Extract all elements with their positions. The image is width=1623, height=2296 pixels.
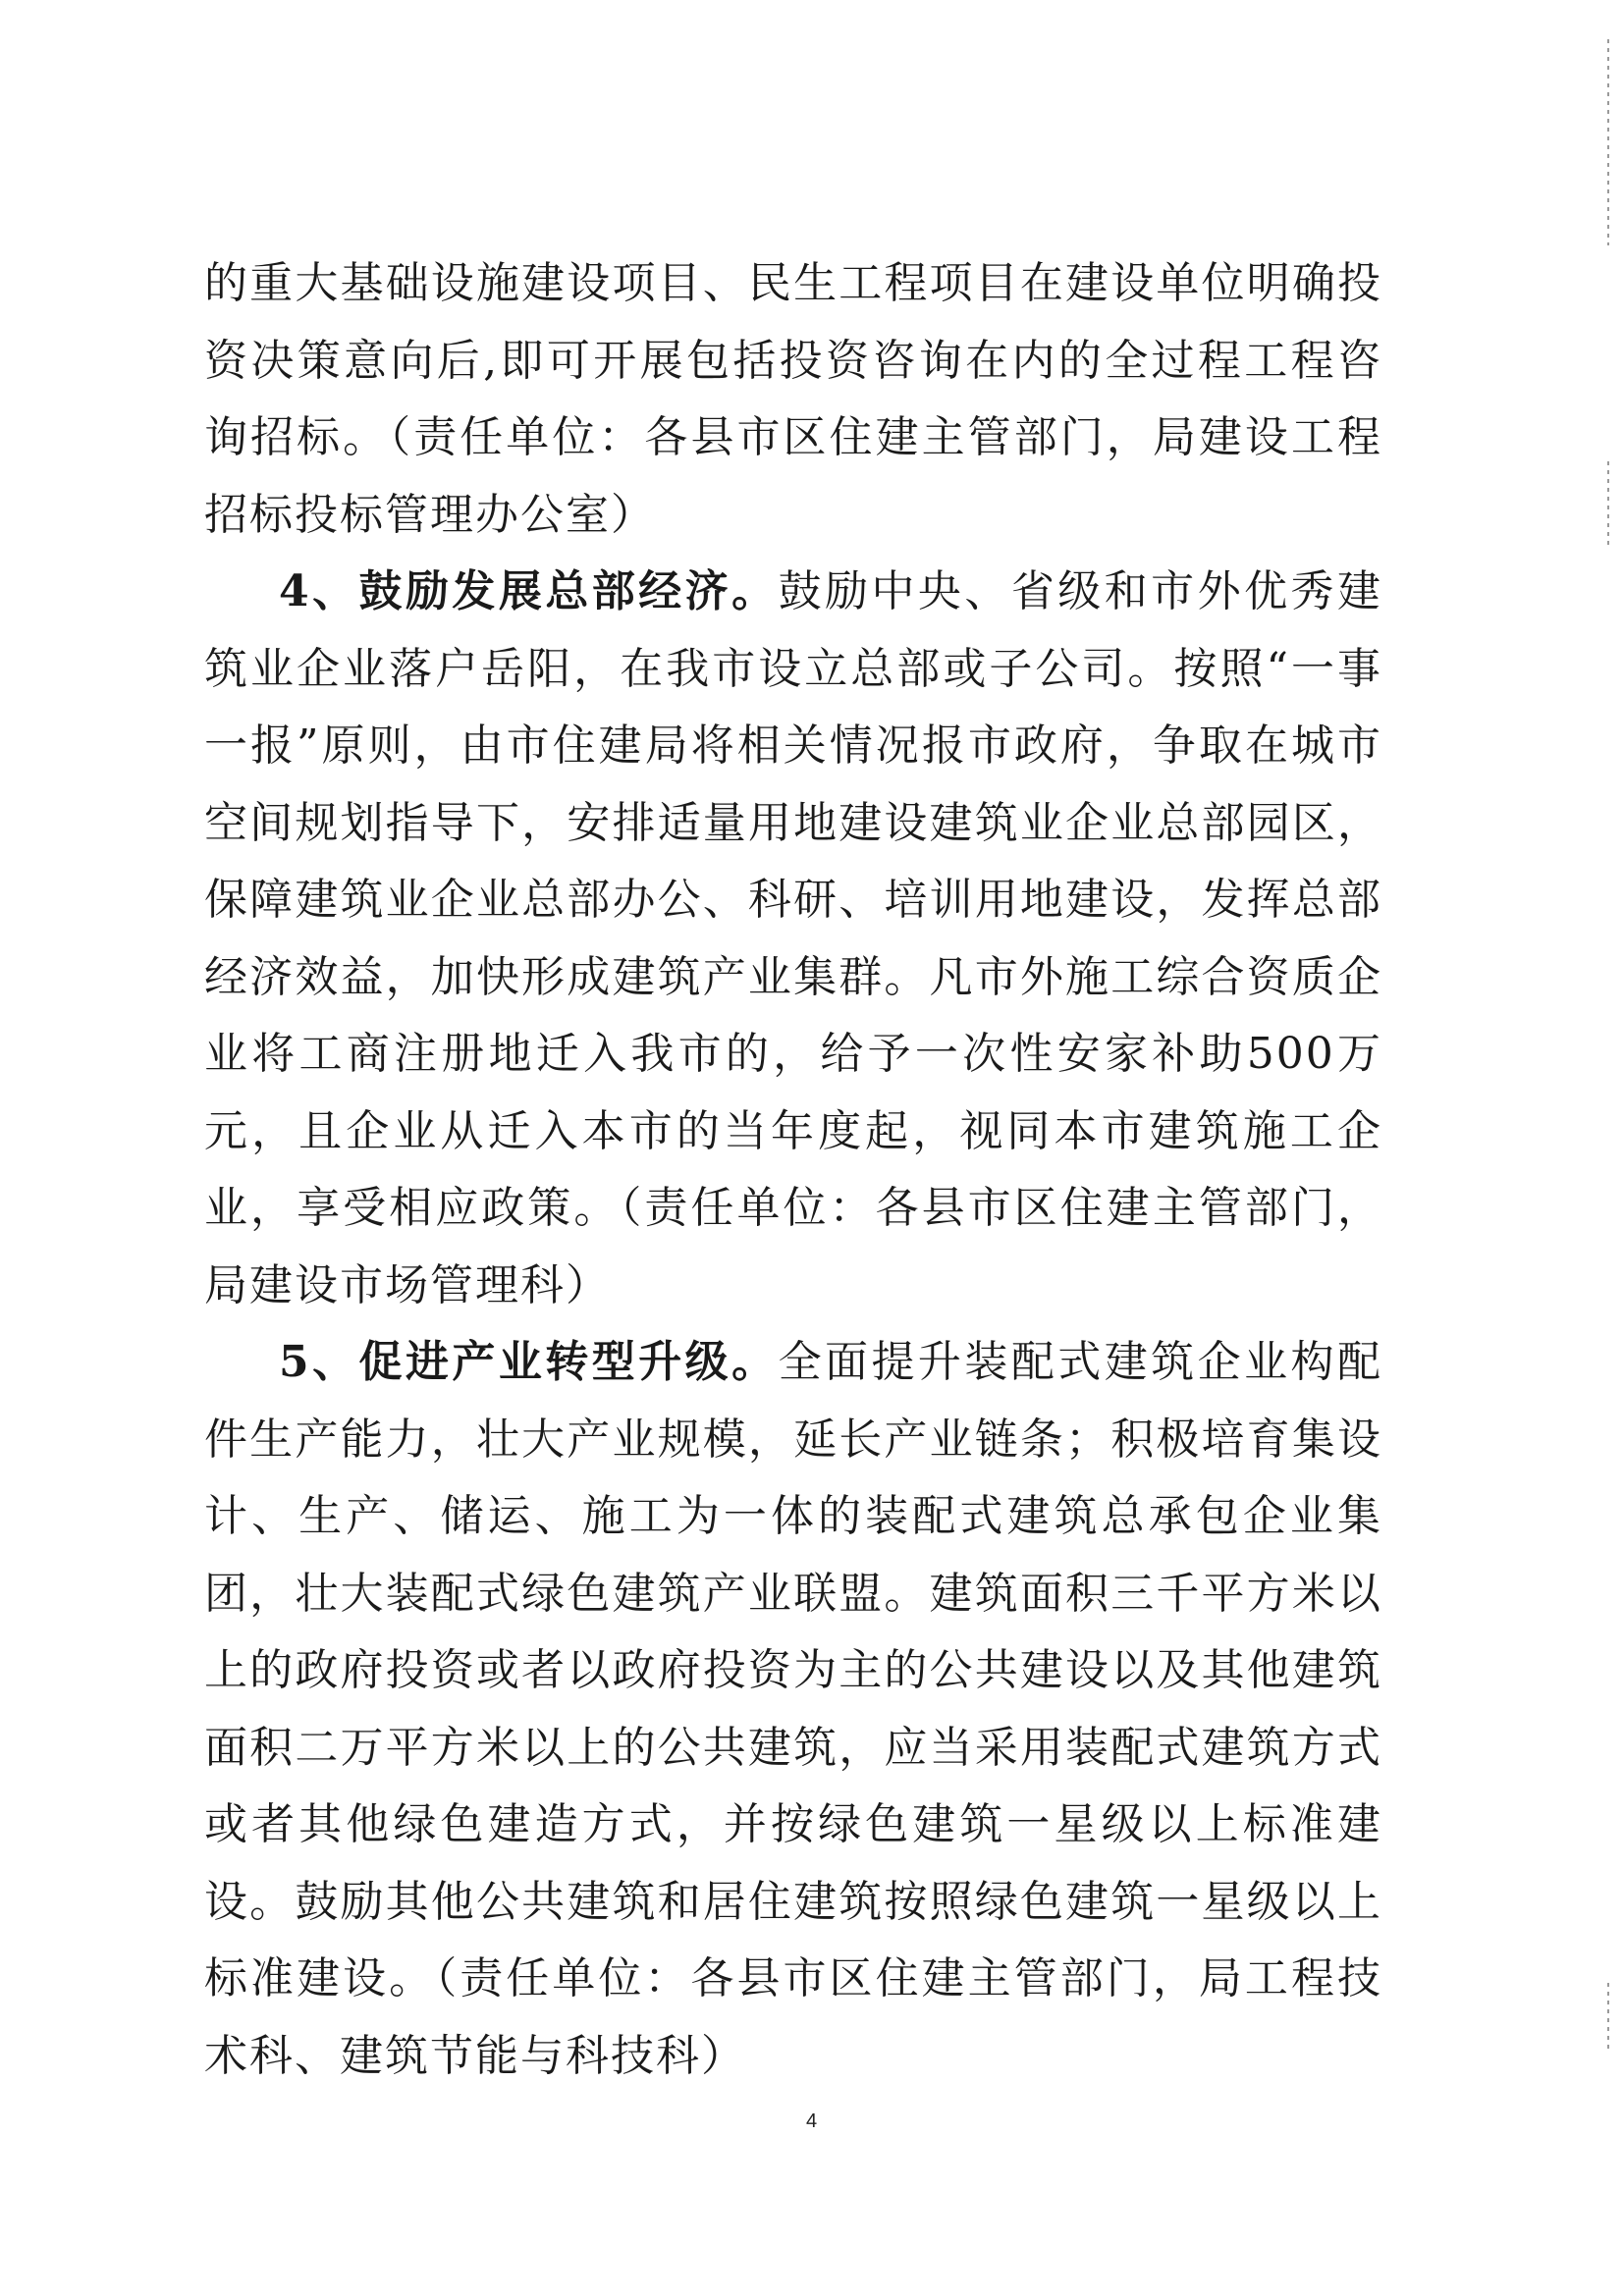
- document-body: [204, 245, 1382, 2095]
- page-number: 4: [805, 2110, 818, 2132]
- paragraph-heading: 4、鼓励发展总部经济。: [279, 566, 779, 616]
- scan-edge-mark: [1607, 1983, 1609, 2052]
- paragraph-continuation: [204, 245, 1382, 554]
- paragraph-headquarters-economy: [204, 554, 1382, 1324]
- paragraph-text: 鼓励中央、省级和市外优秀建筑业企业落户岳阳，在我市设立总部或子公司。按照“一事一报”原则，由市住建局将相关情况报市政府，争取在城市空间规划指导下，安排适量用地建设建筑业企业总部园区，保障建筑业企业总部办公、科研、培训用地建设，发挥总部经济效益，加快形成建筑产业集群。凡市外施工综合资质企业将工商注册地迁入我市的，给予一次性安家补助500万元，且企业从迁入本市的当年度起，视同本市建筑施工企业，享受相应政策。（责任单位：各县市区住建主管部门，局建设市场管理科）: [204, 566, 1382, 1310]
- paragraph-text: 全面提升装配式建筑企业构配件生产能力，壮大产业规模，延长产业链条；积极培育集设计、生产、储运、施工为一体的装配式建筑总承包企业集团，壮大装配式绿色建筑产业联盟。建筑面积三千平方米以上的政府投资或者以政府投资为主的公共建设以及其他建筑面积二万平方米以上的公共建筑，应当采用装配式建筑方式或者其他绿色建造方式，并按绿色建筑一星级以上标准建设。鼓励其他公共建筑和居住建筑按照绿色建筑一星级以上标准建设。（责任单位：各县市区住建主管部门，局工程技术科、建筑节能与科技科）: [204, 1337, 1382, 2081]
- paragraph-heading: 5、促进产业转型升级。: [279, 1337, 779, 1387]
- scan-edge-mark: [1607, 461, 1609, 550]
- scan-edge-mark: [1607, 39, 1609, 245]
- paragraph-text: 的重大基础设施建设项目、民生工程项目在建设单位明确投资决策意向后,即可开展包括投资咨询在内的全过程工程咨询招标。（责任单位：各县市区住建主管部门，局建设工程招标投标管理办公室）: [204, 258, 1382, 540]
- paragraph-industry-upgrade: [204, 1324, 1382, 2095]
